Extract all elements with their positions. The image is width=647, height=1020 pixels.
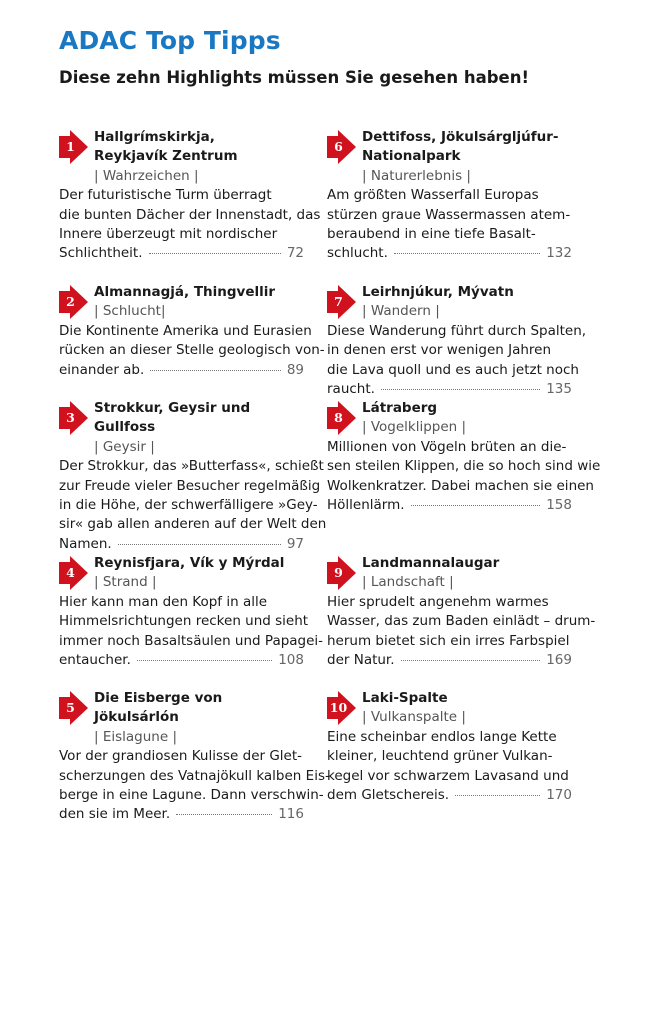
dot-leader	[118, 544, 281, 545]
item-last-line	[327, 786, 572, 805]
item-category: | Eislagune |	[94, 728, 178, 745]
item-description-line: Wasser, das zum Baden einlädt – drum-	[327, 613, 596, 630]
item-number: 9	[334, 565, 343, 580]
item-heading: Reykjavík Zentrum	[94, 148, 238, 165]
page-reference[interactable]: 132	[546, 245, 572, 262]
dot-leader	[394, 253, 540, 254]
item-description-line: kegel vor schwarzem Lavasand und	[327, 767, 569, 784]
highlight-item[interactable]	[59, 399, 327, 554]
item-description-line: Himmelsrichtungen recken und sieht	[59, 613, 309, 630]
item-number: 2	[66, 294, 75, 309]
item-description-line: Diese Wanderung führt durch Spalten,	[327, 322, 587, 339]
item-description-end: einander ab.	[59, 361, 145, 378]
highlight-item[interactable]	[59, 689, 330, 825]
item-description-line: berge in eine Lagune. Dann verschwin-	[59, 787, 324, 804]
page-reference[interactable]: 158	[546, 497, 572, 514]
item-description-end: entaucher.	[59, 652, 131, 669]
number-arrow-badge	[59, 691, 88, 725]
item-heading: Landmannalaugar	[362, 555, 500, 571]
item-description-line: die bunten Dächer der Innenstadt, das	[59, 206, 321, 223]
item-description-end: dem Gletschereis.	[327, 787, 450, 804]
dot-leader	[401, 660, 541, 661]
item-description-line: sir« gab allen anderen auf der Welt den	[59, 516, 327, 533]
number-arrow-badge	[59, 130, 88, 164]
item-description-line: beraubend in eine tiefe Basalt-	[327, 226, 536, 243]
number-arrow-badge	[327, 130, 356, 164]
item-description-end: Schlichtheit.	[59, 245, 143, 262]
page-reference[interactable]: 135	[546, 381, 572, 398]
dot-leader	[150, 370, 281, 371]
item-heading: Die Eisberge von Jökulsárlón	[94, 690, 223, 726]
item-description-end: Namen.	[59, 535, 112, 552]
number-arrow-badge	[59, 401, 88, 435]
item-description-line: Innere überzeugt mit nordischer	[59, 226, 278, 243]
item-description-line: in denen erst vor wenigen Jahren	[327, 342, 552, 359]
item-description-line: in die Höhe, der schwerfälligere »Gey-	[59, 497, 318, 514]
item-category: | Vulkanspalte |	[362, 709, 466, 726]
page-reference[interactable]: 116	[278, 806, 304, 823]
dot-leader	[137, 660, 272, 661]
item-last-line	[59, 651, 304, 670]
page-reference[interactable]: 97	[286, 535, 304, 552]
highlight-item[interactable]	[327, 554, 596, 670]
dot-leader	[149, 253, 281, 254]
item-description-line: Der futuristische Turm überragt	[59, 187, 272, 204]
item-description-line: herum bietet sich ein irres Farbspiel	[327, 632, 570, 649]
item-number: 4	[66, 565, 75, 580]
page-subtitle: Diese zehn Highlights müssen Sie gesehen haben!	[59, 68, 530, 87]
page-reference[interactable]: 72	[286, 245, 304, 262]
item-number: 1	[66, 139, 75, 154]
item-last-line	[59, 535, 304, 554]
item-description-line: kleiner, leuchtend grüner Vulkan-	[327, 748, 553, 765]
page-reference[interactable]: 170	[546, 787, 572, 804]
item-heading: Laki-Spalte	[362, 690, 448, 706]
item-description-end: raucht.	[327, 381, 375, 398]
item-description-line: Wolkenkratzer. Dabei machen sie einen	[327, 477, 594, 494]
dot-leader	[455, 795, 540, 796]
highlight-item[interactable]	[59, 554, 324, 670]
item-heading: Almannagjá, Thingvellir	[94, 284, 276, 300]
item-description-end: der Natur.	[327, 652, 395, 669]
item-category: | Strand |	[94, 574, 157, 591]
item-last-line	[59, 805, 304, 824]
item-last-line	[59, 361, 304, 380]
item-category: | Wandern |	[362, 303, 440, 320]
item-heading: Leirhnjúkur, Mývatn	[362, 284, 514, 300]
highlight-item[interactable]	[327, 689, 572, 805]
item-description-line: Der Strokkur, das »Butterfass«, schießt	[59, 458, 324, 475]
item-description-line: Vor der grandiosen Kulisse der Glet-	[59, 748, 303, 765]
page-title: ADAC Top Tipps	[59, 26, 281, 55]
item-category: | Wahrzeichen |	[94, 167, 199, 184]
item-description-line: Hier sprudelt angenehm warmes	[327, 593, 549, 610]
item-description-line: die Lava quoll und es auch jetzt noch	[327, 361, 579, 378]
page-reference[interactable]: 108	[278, 652, 304, 669]
item-heading: Dettifoss, Jökulsárgljúfur-	[362, 129, 559, 145]
item-last-line	[327, 651, 572, 670]
item-heading: Reynisfjara, Vík y Mýrdal	[94, 555, 285, 571]
dot-leader	[381, 389, 540, 390]
item-last-line	[327, 244, 572, 263]
highlight-item[interactable]	[59, 128, 321, 264]
item-heading: Nationalpark	[362, 148, 461, 165]
item-last-line	[59, 244, 304, 263]
number-arrow-badge	[327, 556, 356, 590]
item-description-line: Hier kann man den Kopf in alle	[59, 593, 268, 610]
item-description-end: den sie im Meer.	[59, 806, 171, 823]
item-description-line: sen steilen Klippen, die so hoch sind wie	[327, 458, 601, 475]
item-number: 8	[334, 410, 343, 425]
item-description-end: Höllenlärm.	[327, 497, 405, 514]
item-category: | Vogelklippen |	[362, 419, 467, 436]
dot-leader	[411, 505, 541, 506]
item-number: 6	[334, 139, 343, 154]
item-number: 10	[329, 700, 348, 715]
item-category: | Naturerlebnis |	[362, 167, 471, 184]
item-description-line: immer noch Basaltsäulen und Papagei-	[59, 632, 324, 649]
item-heading: Strokkur, Geysir und Gullfoss	[94, 400, 251, 436]
page-reference[interactable]: 89	[286, 361, 304, 378]
item-category: | Landschaft |	[362, 574, 454, 591]
number-arrow-badge	[327, 691, 356, 725]
item-description-line: scherzungen des Vatnajökull kalben Eis-	[59, 767, 330, 784]
item-category: | Geysir |	[94, 438, 155, 455]
item-description-end: schlucht.	[327, 245, 388, 262]
highlight-item[interactable]	[327, 283, 587, 399]
item-number: 5	[66, 700, 75, 715]
item-last-line	[327, 496, 572, 515]
item-number: 7	[334, 294, 343, 309]
highlight-item[interactable]	[327, 399, 601, 515]
item-description-line: stürzen graue Wassermassen atem-	[327, 206, 571, 223]
item-description-line: Am größten Wasserfall Europas	[327, 187, 539, 204]
item-description-line: zur Freude vieler Besucher regelmäßig	[59, 477, 321, 494]
item-description-line: rücken an dieser Stelle geologisch von-	[59, 342, 325, 359]
dot-leader	[176, 814, 272, 815]
item-number: 3	[66, 410, 75, 425]
number-arrow-badge	[59, 556, 88, 590]
item-description-line: Eine scheinbar endlos lange Kette	[327, 728, 557, 745]
item-last-line	[327, 380, 572, 399]
number-arrow-badge	[327, 285, 356, 319]
item-description-line: Millionen von Vögeln brüten an die-	[327, 438, 567, 455]
highlight-item[interactable]	[327, 128, 572, 264]
item-category: | Schlucht|	[94, 303, 166, 320]
highlight-item[interactable]	[59, 283, 325, 380]
page-reference[interactable]: 169	[546, 652, 572, 669]
item-description-line: Die Kontinente Amerika und Eurasien	[59, 322, 312, 339]
item-heading: Hallgrímskirkja,	[94, 129, 215, 145]
number-arrow-badge	[59, 285, 88, 319]
item-heading: Látraberg	[362, 400, 438, 416]
number-arrow-badge	[327, 401, 356, 435]
